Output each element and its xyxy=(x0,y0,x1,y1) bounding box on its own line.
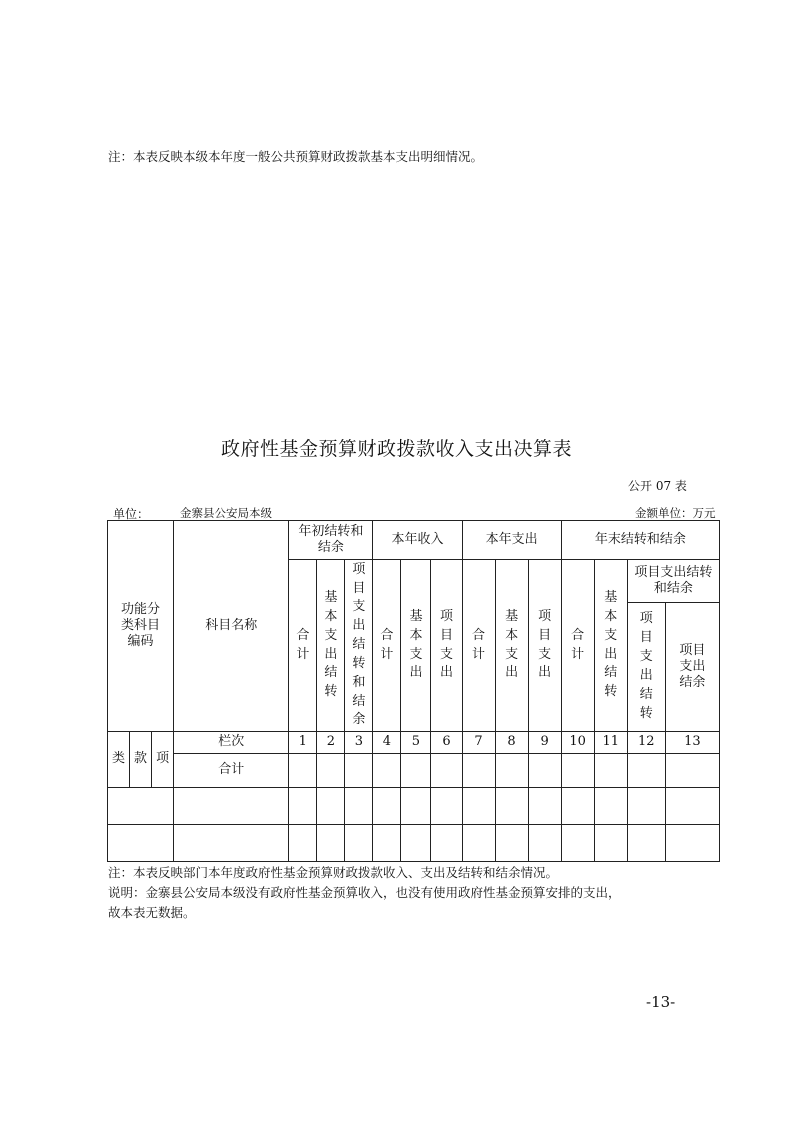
form-code: 公开 07 表 xyxy=(628,479,687,493)
expense-project-header: 项目支出 xyxy=(528,560,561,732)
end-project-carry-group-header: 项目支出结转和结余 xyxy=(627,560,719,603)
expense-header: 本年支出 xyxy=(462,521,561,560)
col-num-8: 8 xyxy=(495,732,528,754)
col-num-1: 1 xyxy=(289,732,317,754)
income-total-header: 合计 xyxy=(373,560,401,732)
income-header: 本年收入 xyxy=(373,521,462,560)
col-num-11: 11 xyxy=(594,732,627,754)
amount-unit: 金额单位：万元 xyxy=(635,506,716,520)
table-row xyxy=(108,825,720,862)
col-num-5: 5 xyxy=(401,732,431,754)
end-basic-carry-header: 基本支出结转 xyxy=(594,560,627,732)
col-num-4: 4 xyxy=(373,732,401,754)
foot-note: 注：本表反映部门本年度政府性基金预算财政拨款收入、支出及结转和结余情况。 xyxy=(108,865,559,880)
func-code-header: 功能分类科目编码 xyxy=(108,521,174,732)
table-row xyxy=(108,788,720,825)
col-num-3: 3 xyxy=(345,732,373,754)
fund-table xyxy=(107,520,720,862)
page-title: 政府性基金预算财政拨款收入支出决算表 xyxy=(220,438,572,460)
cat-header: 类 xyxy=(108,732,130,788)
page-number: -13- xyxy=(646,993,676,1011)
col-num-10: 10 xyxy=(561,732,594,754)
top-note: 注：本表反映本级本年度一般公共预算财政拨款基本支出明细情况。 xyxy=(108,149,484,164)
col-num-2: 2 xyxy=(317,732,345,754)
unit-label: 单位： xyxy=(113,507,150,521)
explanation-line-1: 说明：金寨县公安局本级没有政府性基金预算收入，也没有使用政府性基金预算安排的支出， xyxy=(108,885,621,900)
begin-total-header: 合计 xyxy=(289,560,317,732)
end-project-carry-header: 项目支出结转 xyxy=(627,603,665,732)
sub-header: 款 xyxy=(130,732,152,788)
col-num-7: 7 xyxy=(462,732,495,754)
begin-basic-carry-header: 基本支出结转 xyxy=(317,560,345,732)
end-balance-header: 年末结转和结余 xyxy=(561,521,719,560)
end-project-balance-header: 项目支出结余 xyxy=(665,603,719,732)
end-total-header: 合计 xyxy=(561,560,594,732)
unit-name: 金寨县公安局本级 xyxy=(180,506,272,520)
col-num-13: 13 xyxy=(665,732,719,754)
explanation-line-2: 故本表无数据。 xyxy=(108,905,196,920)
col-num-6: 6 xyxy=(431,732,462,754)
income-basic-header: 基本支出 xyxy=(401,560,431,732)
expense-basic-header: 基本支出 xyxy=(495,560,528,732)
col-num-9: 9 xyxy=(528,732,561,754)
income-project-header: 项目支出 xyxy=(431,560,462,732)
subject-name-header: 科目名称 xyxy=(174,521,289,732)
begin-balance-header: 年初结转和结余 xyxy=(289,521,373,560)
begin-project-carry-header: 项目支出结转和结余 xyxy=(345,560,373,732)
item-header: 项 xyxy=(152,732,174,788)
column-row-label: 栏次 xyxy=(174,732,289,754)
col-num-12: 12 xyxy=(627,732,665,754)
total-row-label: 合计 xyxy=(174,754,289,788)
expense-total-header: 合计 xyxy=(462,560,495,732)
